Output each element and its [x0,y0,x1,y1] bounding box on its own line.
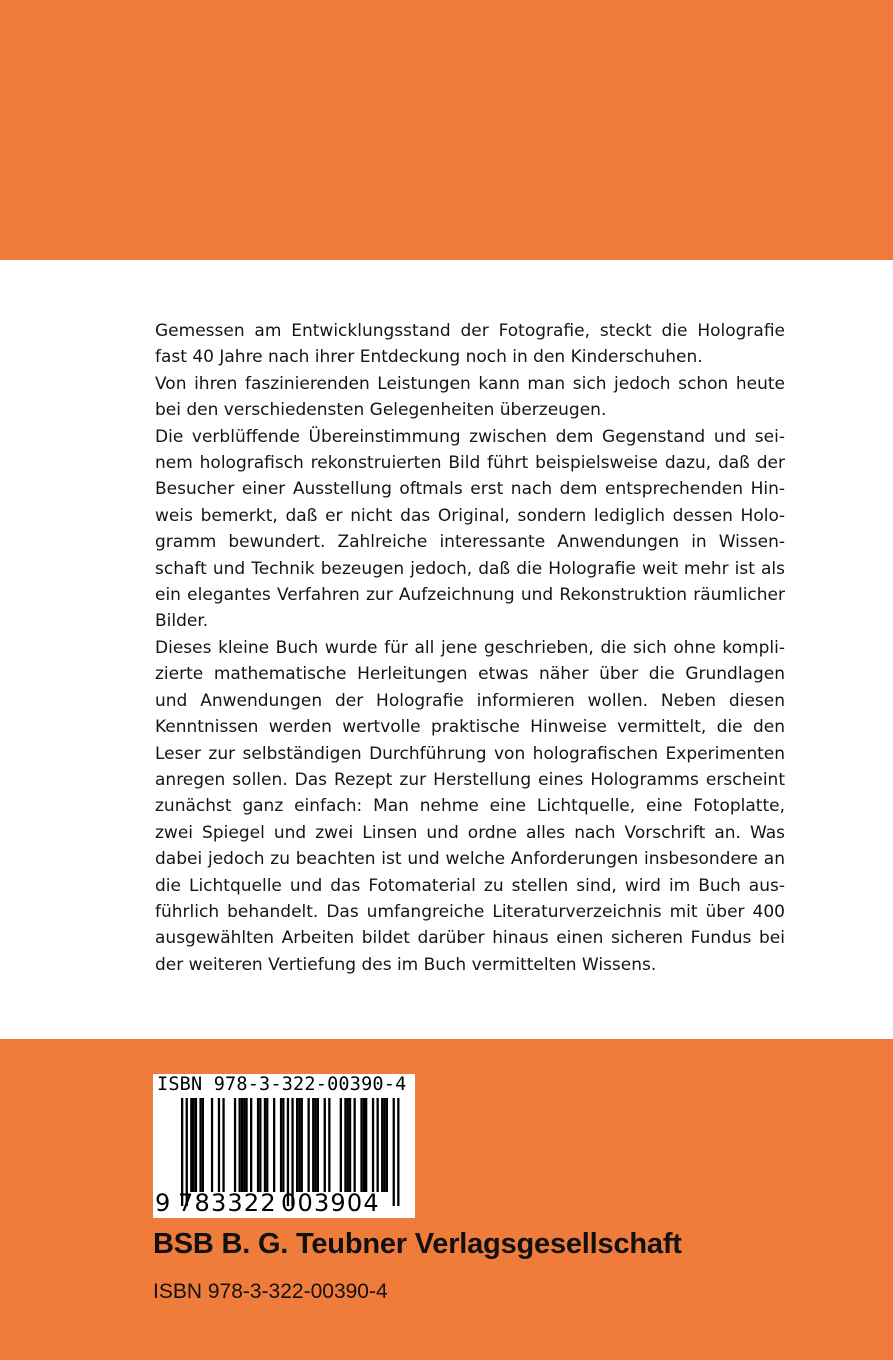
barcode-bar [386,1098,388,1192]
barcode-bar [317,1098,319,1192]
barcode-bar [211,1098,213,1192]
blurb-paragraph-3: Die verblüffende Übereinstimmung zwischen dem Gegenstand und seinem holografisch rekonstruierten Bild führt beispielsweise dazu, daß der Besucher einer Ausstellung oftmals erst nach dem entsprechenden Hinweis bemerkt, daß er nicht das Original, sondern lediglich dessen Hologramm bewundert. Zahlreiche interessante Anwendungen in Wissenschaft und Technik bezeugen jedoch, daß die Holografie weit mehr ist als ein elegantes Verfahren zur Aufzeichnung und Rekonstruktion räumlicher Bilder. [155,426,785,632]
barcode-bar [222,1098,224,1192]
barcode-bar [344,1098,346,1192]
isbn-text: ISBN 978-3-322-00390-4 [153,1280,388,1303]
barcode-bar [365,1098,367,1192]
barcode-bar [190,1098,192,1192]
barcode-block [153,1074,415,1218]
barcode-bar [383,1098,385,1192]
barcode-bar [264,1098,266,1192]
barcode-bar [280,1098,282,1192]
barcode-bar [296,1098,298,1192]
barcode-bar [349,1098,351,1192]
barcode-bar [397,1098,399,1206]
blurb-paragraph-1: Gemessen am Entwicklungsstand der Fotografie, steckt die Holografie fast 40 Jahre nach ihrer Entdeckung noch in den Kinderschuhen. [155,321,785,368]
publisher-name: BSB B. G. Teubner Verlagsgesellschaft [153,1228,682,1260]
barcode-bar [273,1098,275,1192]
barcode-bar [298,1098,300,1192]
barcode-digit-first: 9 [155,1189,171,1217]
barcode-bar [340,1098,342,1192]
barcode-digits-left: 783322 [178,1189,277,1217]
top-color-band [0,0,893,260]
barcode-bar [363,1098,365,1192]
barcode-bar [377,1098,379,1192]
back-cover-blurb [155,318,785,978]
barcode-bar [354,1098,356,1192]
barcode-bar [308,1098,310,1192]
barcode-bar [193,1098,195,1192]
barcode-bar [266,1098,268,1192]
barcode-bar [347,1098,349,1192]
blurb-paragraph-2: Von ihren faszinierenden Leistungen kann man sich jedoch schon heute bei den verschiedensten Gelegenheiten überzeugen. [155,373,785,421]
barcode-bar [239,1098,241,1192]
barcode-bar [393,1098,395,1206]
bottom-color-band [0,1039,893,1360]
barcode-bar [241,1098,243,1192]
barcode-bar [372,1098,374,1192]
barcode-bar [282,1098,284,1192]
barcode-bar [381,1098,383,1192]
barcode-bar [314,1098,316,1192]
barcode-bar [218,1098,220,1192]
barcode-bar [360,1098,362,1192]
barcode-bar [245,1098,247,1192]
barcode-bar [324,1098,326,1192]
barcode-digits-right: 003904 [281,1189,380,1217]
barcode-isbn-label: ISBN 978-3-322-00390-4 [157,1074,407,1095]
barcode-bar [259,1098,261,1192]
barcode-bar [243,1098,245,1192]
blurb-paragraph-4: Dieses kleine Buch wurde für all jene geschrieben, die sich ohne komplizierte mathematische Herleitungen etwas näher über die Grundlagen und Anwendungen der Holografie informieren wollen. Neben diesen Kenntnissen werden wertvolle praktische Hinweise vermittelt, die den Leser zur selbständigen Durchführung von holografischen Experimenten anregen sollen. Das Rezept zur Herstellung eines Hologramms erscheint zunächst ganz einfach: Man nehme eine Lichtquelle, eine Fotoplatte, zwei Spiegel und zwei Linsen und ordne alles nach Vorschrift an. Was dabei jedoch zu beachten ist und welche Anforderungen insbesondere an die Lichtquelle und das Fotomaterial zu stellen sind, wird im Buch ausführlich behandelt. Das umfangreiche Literaturverzeichnis mit über 400 ausgewählten Arbeiten bildet darüber hinaus einen sicheren Fundus bei der weiteren Vertiefung des im Buch vermittelten Wissens. [155,637,785,975]
barcode-bar [257,1098,259,1192]
barcode-bar [328,1098,330,1192]
barcode-bar [202,1098,204,1192]
barcode-bar [250,1098,252,1192]
barcode-bar [312,1098,314,1192]
barcode-bar [301,1098,303,1192]
barcode-bar [234,1098,236,1192]
barcode-bar [199,1098,201,1192]
barcode-bar [195,1098,197,1192]
